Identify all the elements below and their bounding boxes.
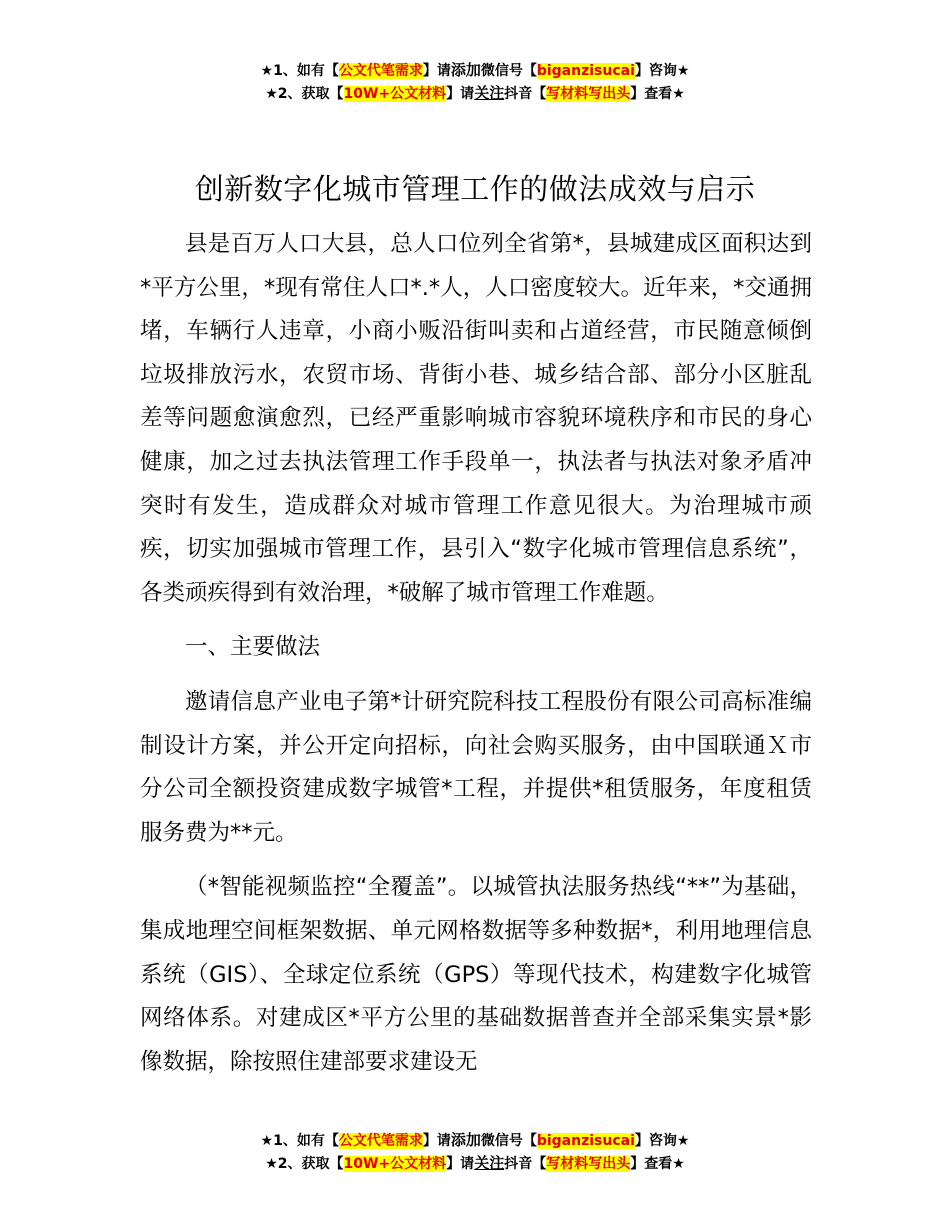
banner-highlight: biganzisucai — [536, 63, 635, 79]
banner-text: ★2、获取【 — [265, 1156, 344, 1172]
banner-text: 】请 — [422, 63, 451, 79]
banner-highlight: 写材料写出头 — [546, 1156, 631, 1172]
paragraph: 县是百万人口大县，总人口位列全省第*，县城建成区面积达到*平方公里，*现有常住人口*.*人，人口密度较大。近年来，*交通拥堵，车辆行人违章，小商小贩沿街叫卖和占道经营，市民随意倾倒垃圾排放污水，农贸市场、背街小巷、城乡结合部、部分小区脏乱差等问题愈演愈烈，已经严重影响城市容貌环境秩序和市民的身心健康，加之过去执法管理工作手段单一，执法者与执法对象矛盾冲突时有发生，造成群众对城市管理工作意见很大。为治理城市顽疾，切实加强城市管理工作，县引入“数字化城市管理信息系统”，各类顽疾得到有效治理，*破解了城市管理工作难题。 — [140, 231, 812, 606]
banner-text: 抖音【 — [504, 86, 547, 102]
paragraph: （*智能视频监控“全覆盖”。以城管执法服务热线“**”为基础，集成地理空间框架数据、单元网格数据等多种数据*，利用地理信息系统（GIS）、全球定位系统（GPS）等现代技术，构建数字化城管网络体系。对建成区*平方公里的基础数据普查并全部采集实景*影像数据，除按照住建部要求建设无 — [140, 874, 812, 1075]
banner-highlight: 公文代笔需求 — [338, 63, 423, 79]
banner-line-1 — [0, 59, 950, 82]
banner-text: ★1、如有【 — [260, 63, 339, 79]
banner-text: 】请 — [446, 86, 475, 102]
banner-highlight: 公文代笔需求 — [338, 1133, 423, 1149]
banner-text: ★1、如有【 — [260, 1133, 339, 1149]
document-title: 创新数字化城市管理工作的做法成效与启示 — [194, 172, 756, 206]
banner-text: 】请 — [446, 1156, 475, 1172]
banner-line-2 — [0, 82, 950, 105]
banner-highlight: 10W+公文材料 — [343, 1156, 447, 1172]
banner-emphasis: 关注 — [474, 1154, 505, 1172]
document-body — [140, 223, 812, 1095]
banner-emphasis: 添加 — [450, 1131, 481, 1149]
banner-emphasis: 添加 — [450, 61, 481, 79]
banner-text: 】查看★ — [630, 86, 685, 102]
banner-text: 】咨询★ — [634, 1133, 690, 1149]
banner-text: 】查看★ — [630, 1156, 685, 1172]
banner-text: ★2、获取【 — [265, 86, 344, 102]
paragraph: 邀请信息产业电子第*计研究院科技工程股份有限公司高标准编制设计方案，并公开定向招标，向社会购买服务，由中国联通Ｘ市分公司全额投资建成数字城管*工程，并提供*租赁服务，年度租赁服务费为**元。 — [140, 688, 812, 846]
banner-line-2 — [0, 1152, 950, 1175]
banner-text: 微信号【 — [480, 1133, 537, 1149]
banner-text: 微信号【 — [480, 63, 537, 79]
banner-highlight: 10W+公文材料 — [343, 86, 447, 102]
banner-line-1 — [0, 1129, 950, 1152]
banner-text: 】请 — [422, 1133, 451, 1149]
top-banner — [0, 59, 950, 105]
banner-highlight: biganzisucai — [536, 1133, 635, 1149]
banner-highlight: 写材料写出头 — [546, 86, 631, 102]
bottom-banner — [0, 1129, 950, 1175]
banner-emphasis: 关注 — [474, 84, 505, 102]
banner-text: 】咨询★ — [634, 63, 690, 79]
banner-text: 抖音【 — [504, 1156, 547, 1172]
section-heading: 一、主要做法 — [185, 634, 321, 661]
